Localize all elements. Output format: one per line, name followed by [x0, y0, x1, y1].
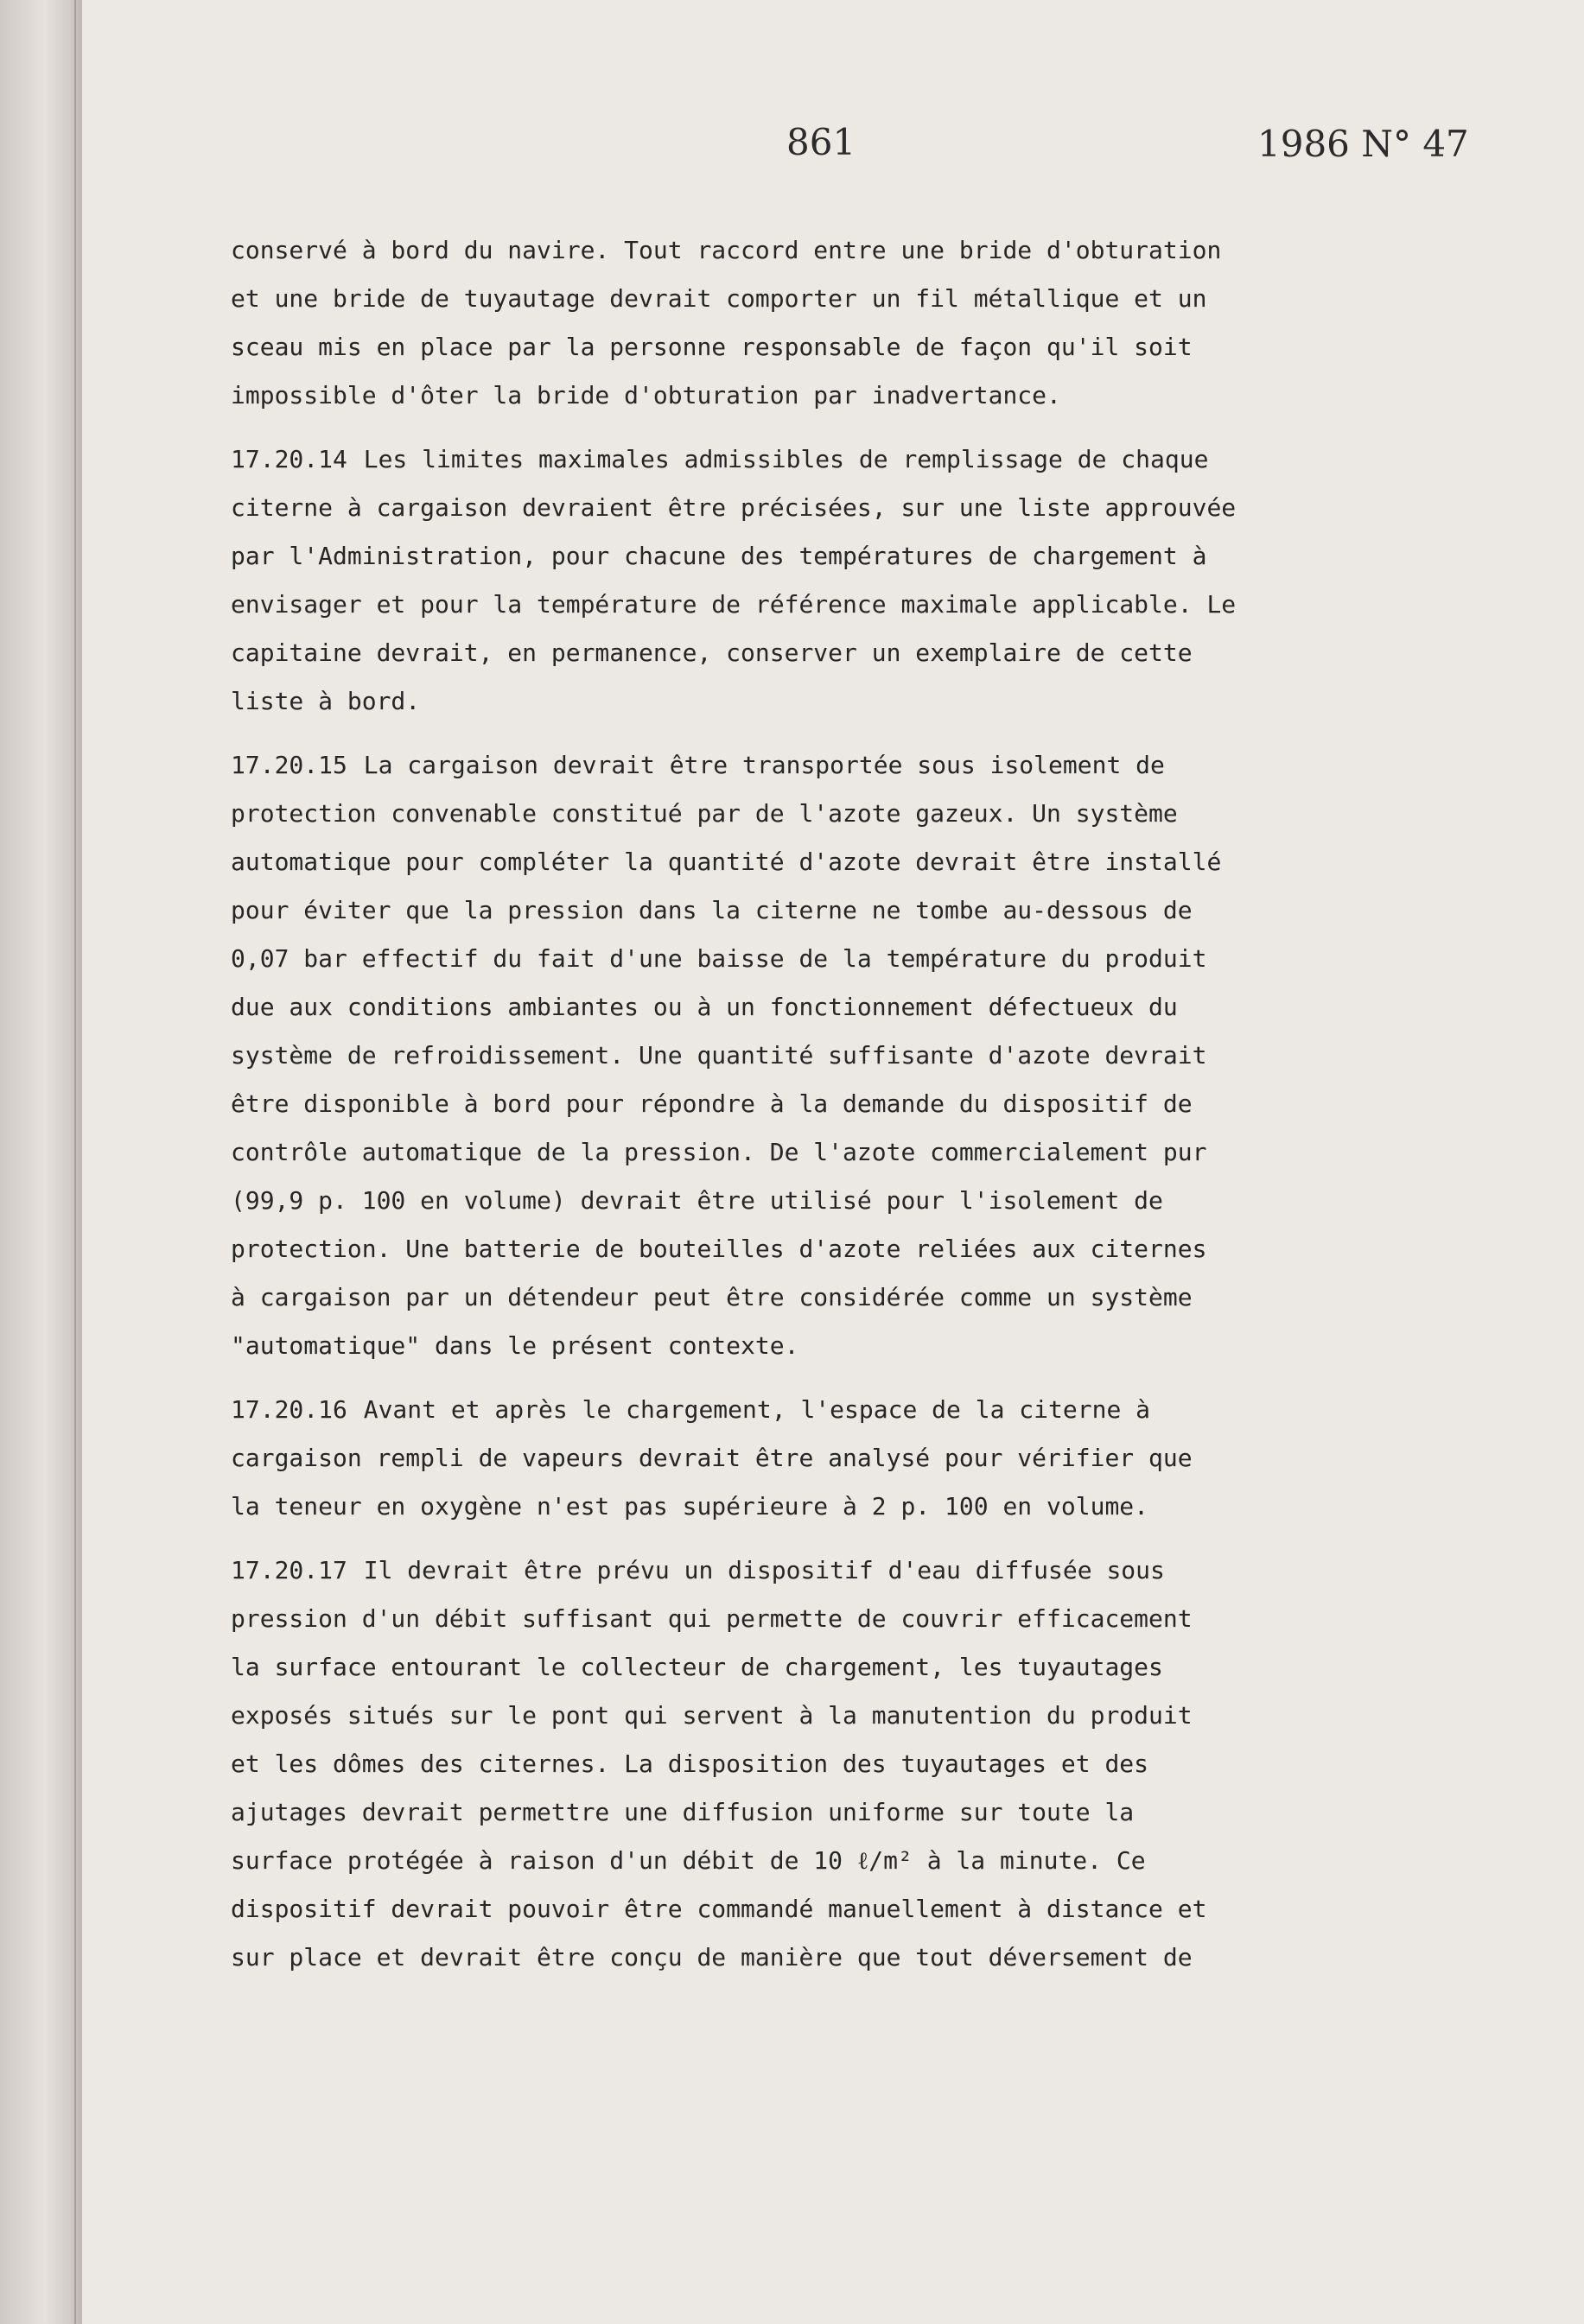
text-line: ajutages devrait permettre une diffusion uniforme sur toute la — [231, 1798, 1135, 1826]
text-fragment: Il devrait être prévu un dispositif d'eau diffusée sous — [363, 1556, 1165, 1584]
text-line: cargaison rempli de vapeurs devrait être analysé pour vérifier que — [231, 1444, 1193, 1472]
paragraph-17-20-17 — [231, 1546, 1441, 1982]
journal-reference: 1986 N° 47 — [1257, 123, 1469, 165]
text-line: conservé à bord du navire. Tout raccord entre une bride d'obturation — [231, 236, 1222, 264]
text-fragment: Les limites maximales admissibles de remplissage de chaque — [363, 445, 1209, 473]
text-line: la teneur en oxygène n'est pas supérieure à 2 p. 100 en volume. — [231, 1492, 1149, 1521]
paragraph-17-20-14 — [231, 435, 1441, 726]
text-line: automatique pour compléter la quantité d'azote devrait être installé — [231, 848, 1222, 876]
paragraph-number: 17.20.15 — [231, 751, 347, 779]
document-page — [82, 0, 1584, 2324]
text-line: sur place et devrait être conçu de manière que tout déversement de — [231, 1943, 1193, 1972]
text-line: système de refroidissement. Une quantité suffisante d'azote devrait — [231, 1041, 1207, 1070]
text-line: impossible d'ôter la bride d'obturation par inadvertance. — [231, 381, 1061, 410]
text-line: sceau mis en place par la personne responsable de façon qu'il soit — [231, 333, 1193, 361]
text-line: capitaine devrait, en permanence, conserver un exemplaire de cette — [231, 638, 1193, 667]
text-line: la surface entourant le collecteur de chargement, les tuyautages — [231, 1653, 1163, 1681]
text-fragment: Avant et après le chargement, l'espace de la citerne à — [363, 1395, 1151, 1424]
body-text — [231, 226, 1441, 1997]
paragraph-17-20-15 — [231, 741, 1441, 1370]
page-number: 861 — [786, 121, 856, 163]
text-line: et une bride de tuyautage devrait comporter un fil métallique et un — [231, 284, 1207, 313]
text-line — [231, 741, 1441, 790]
text-line: et les dômes des citernes. La disposition des tuyautages et des — [231, 1749, 1149, 1778]
text-line: liste à bord. — [231, 687, 421, 715]
text-line — [231, 435, 1441, 484]
text-line: être disponible à bord pour répondre à la demande du dispositif de — [231, 1089, 1193, 1118]
text-line: dispositif devrait pouvoir être commandé manuellement à distance et — [231, 1895, 1207, 1923]
text-line: pour éviter que la pression dans la citerne ne tombe au-dessous de — [231, 896, 1193, 924]
text-line: (99,9 p. 100 en volume) devrait être utilisé pour l'isolement de — [231, 1186, 1163, 1215]
text-line: contrôle automatique de la pression. De l'azote commercialement pur — [231, 1138, 1207, 1166]
text-line: à cargaison par un détendeur peut être considérée comme un système — [231, 1283, 1193, 1311]
book-spine — [0, 0, 82, 2324]
text-fragment: La cargaison devrait être transportée sous isolement de — [363, 751, 1165, 779]
text-line: citerne à cargaison devraient être précisées, sur une liste approuvée — [231, 493, 1237, 522]
text-line: surface protégée à raison d'un débit de 10 ℓ/m² à la minute. Ce — [231, 1846, 1146, 1875]
text-line: par l'Administration, pour chacune des températures de chargement à — [231, 542, 1207, 570]
text-line: 0,07 bar effectif du fait d'une baisse de la température du produit — [231, 944, 1207, 973]
text-line: protection convenable constitué par de l'azote gazeux. Un système — [231, 799, 1178, 828]
text-line: "automatique" dans le présent contexte. — [231, 1331, 799, 1360]
text-line: due aux conditions ambiantes ou à un fonctionnement défectueux du — [231, 993, 1178, 1021]
page-header — [82, 121, 1584, 173]
text-line — [231, 1386, 1441, 1434]
text-line: envisager et pour la température de référence maximale applicable. Le — [231, 590, 1237, 619]
paragraph-number: 17.20.16 — [231, 1395, 347, 1424]
text-line: exposés situés sur le pont qui servent à la manutention du produit — [231, 1701, 1193, 1730]
text-line — [231, 1546, 1441, 1595]
text-line: protection. Une batterie de bouteilles d'azote reliées aux citernes — [231, 1235, 1207, 1263]
paragraph-17-20-16 — [231, 1386, 1441, 1531]
paragraph-number: 17.20.14 — [231, 445, 347, 473]
paragraph-number: 17.20.17 — [231, 1556, 347, 1584]
paragraph-continuation — [231, 226, 1441, 420]
text-line: pression d'un débit suffisant qui permette de couvrir efficacement — [231, 1604, 1193, 1633]
binding-edge — [74, 0, 76, 2324]
